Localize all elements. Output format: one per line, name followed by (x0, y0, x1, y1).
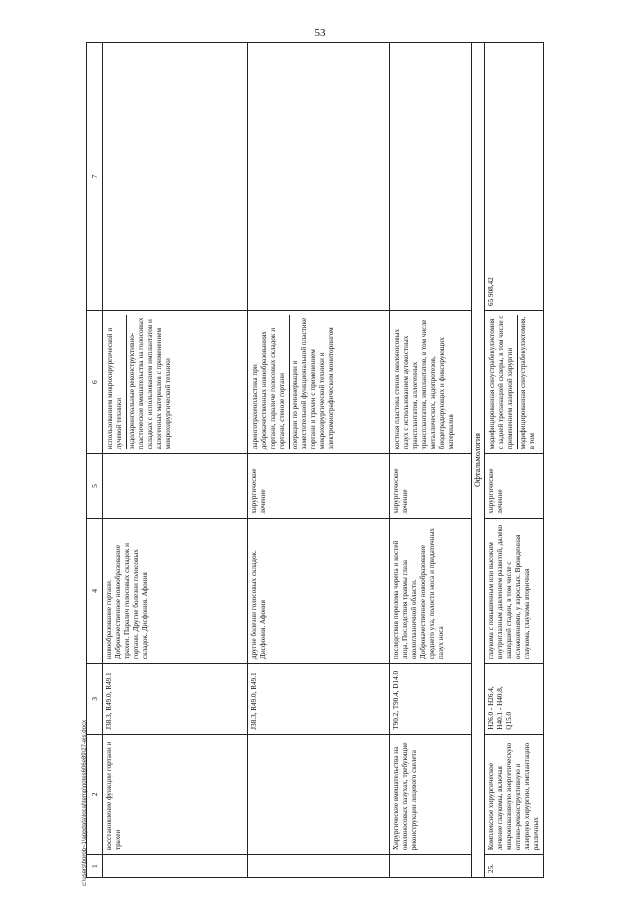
treatment-type: хирургическое лечение (390, 454, 472, 518)
header-cell-2: 2 (87, 734, 103, 854)
table-row (485, 43, 544, 878)
section-title: Офтальмология (472, 43, 485, 878)
document-path-footer: c:\users\borob~1\appdata\local\temp\notes606e89\27-eis.docx (82, 720, 88, 886)
treatment-type (103, 454, 248, 518)
method-item: операции по реиннервации и заместительной функциональной пластике гортани и трахеи с применением микрохирургической техники и электромиографическим мониторингом (291, 317, 335, 450)
row-number (248, 855, 390, 878)
treatment-methods (103, 311, 248, 454)
intervention-name (248, 734, 390, 854)
row-number (390, 855, 472, 878)
table-row (248, 43, 390, 878)
header-cell-7: 7 (87, 43, 103, 311)
intervention-name: Хирургические вмешательства на околоносовых пазухах, требующие реконструкции лицевого скелета (390, 734, 472, 854)
icd-codes: J38.3, R49.0, R49.1 (248, 664, 390, 735)
header-cell-4: 4 (87, 518, 103, 663)
icd-codes: T90.2, T90.4, D14.0 (390, 664, 472, 735)
rotated-table-container (86, 42, 540, 878)
intervention-name: восстановление функции гортани и трахеи (103, 734, 248, 854)
method-item: использованием микрохирургической и лучевой техники (105, 315, 127, 449)
table-row (390, 43, 472, 878)
treatment-type: хирургическое лечение (248, 454, 390, 518)
method-item: костная пластика стенок околоносовых пазух с использованием аутокостных трансплантатов, аллогенных трансплантатов, имплантатов, в том числе металлических, эндопротезов, биодеградирующих и фиксирующих материалов (393, 319, 455, 450)
treatment-methods (248, 311, 390, 454)
intervention-name: Комплексное хирургическое лечение глаукомы, включая микроинвазивную энергетическую оптико-реконструктивную и лазерную хирургию, имплантацию различных (485, 734, 544, 854)
medical-care-table (86, 42, 544, 878)
header-cell-6: 6 (87, 311, 103, 454)
treatment-type: хирургическое лечение (485, 454, 544, 518)
header-cell-3: 3 (87, 664, 103, 735)
table-row (103, 43, 248, 878)
method-item: эндоларингеальные реконструктивно-пластические вмешательства на голосовых складках с использованием имплантатов и аллогенных материалов с применением микрохирургической техники (128, 317, 172, 450)
treatment-methods (485, 311, 544, 454)
treatment-methods (390, 311, 472, 454)
cost-cell (390, 43, 472, 311)
row-number (103, 855, 248, 878)
row-number: 25. (485, 855, 544, 878)
cost-cell: 65 908,42 (485, 43, 544, 311)
patient-model: другие болезни голосовых складок. Дисфония. Афония (248, 518, 390, 663)
icd-codes: H26.0 - H26.4, H40.1 - H40.8, Q15.0 (485, 664, 544, 735)
patient-model: новообразование гортани. Доброкачественное новообразование трахеи. Паралич голосовых складок и гортани. Другие болезни голосовых складок. Дисфония. Афония (103, 518, 248, 663)
method-item: ларинготрахеопластика при доброкачественных новообразованиях гортани, параличе голосовых складок и гортани, стенозе гортани (250, 315, 290, 449)
cost-cell (103, 43, 248, 311)
header-cell-5: 5 (87, 454, 103, 518)
method-item: модифицированная синустрабекулэктомия с задней трепанацией склеры, в том числе с применением лазерной хирургии (487, 315, 518, 449)
header-cell-1: 1 (87, 855, 103, 878)
method-item: модифицированная синустрабекулэктомия, в том (519, 316, 536, 450)
patient-model: последствия перелома черепа и костей лица. Последствия травмы глаза окологлазничной области. Доброкачественное новообразование среднего уха, полости носа и придаточных пазух носа (390, 518, 472, 663)
cost-cell (248, 43, 390, 311)
icd-codes: J38.3, R49.0, R49.1 (103, 664, 248, 735)
header-row (87, 43, 103, 878)
section-row (472, 43, 485, 878)
patient-model: глаукома с повышенным или высоким внутриглазным давлением развитой, далеко зашедшей стадии, в том числе с осложнениями, у взрослых. Врожденная глаукома, глаукома вторичная (485, 518, 544, 663)
page-number: 53 (314, 27, 326, 39)
